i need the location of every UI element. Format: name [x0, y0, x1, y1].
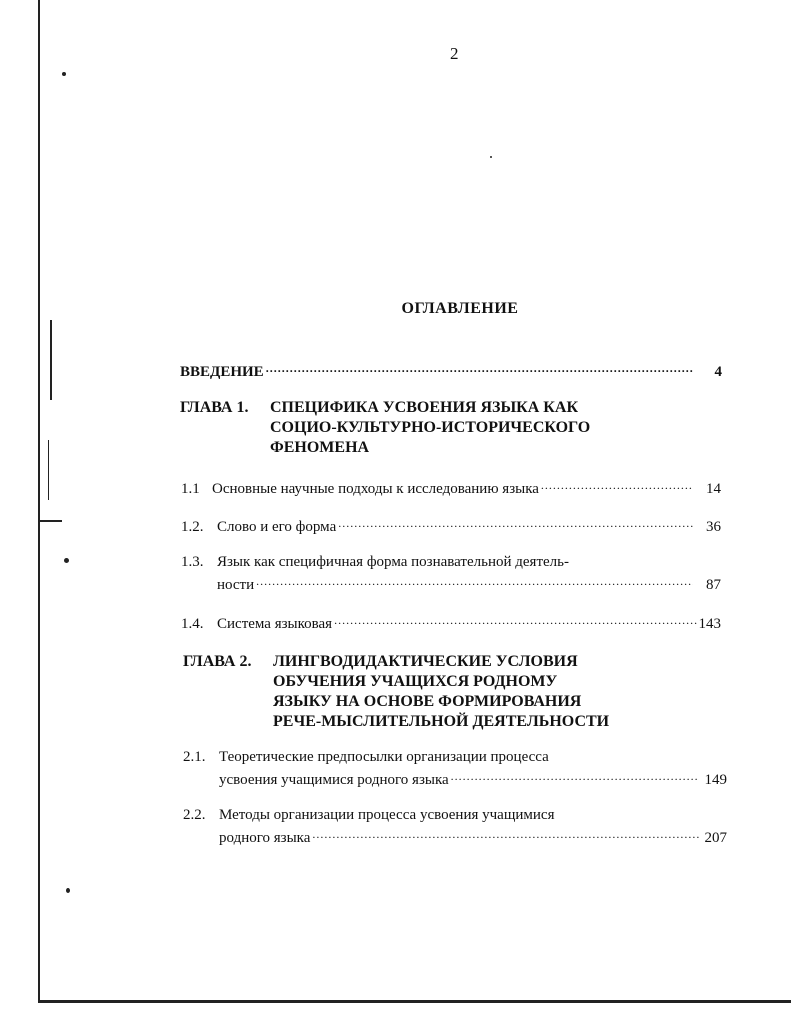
scan-mark — [40, 520, 62, 522]
section-title: Слово и его форма — [217, 518, 337, 535]
chapter-2-title-line: РЕЧЕ-МЫСЛИТЕЛЬНОЙ ДЕЯТЕЛЬНОСТИ — [273, 713, 610, 730]
chapter-2-label: ГЛАВА 2. — [183, 653, 252, 670]
dot-leader — [256, 573, 693, 589]
scan-bottom-edge — [38, 1000, 791, 1003]
section-title-line1: Методы организации процесса усвоения учащимися — [219, 807, 555, 823]
scan-mark — [48, 440, 49, 500]
chapter-1-title-line: СПЕЦИФИКА УСВОЕНИЯ ЯЗЫКА КАК — [270, 399, 579, 416]
dot-leader — [541, 477, 693, 493]
toc-entry-intro — [180, 360, 722, 381]
toc-entry-2-2-line1 — [183, 807, 555, 824]
section-title-line2: усвоения учащимися родного языка — [219, 771, 449, 788]
dot-leader — [451, 768, 699, 784]
intro-page: 4 — [714, 363, 722, 380]
chapter-2-title — [273, 652, 609, 732]
section-title-line1: Теоретические предпосылки организации процесса — [219, 749, 549, 765]
section-page: 14 — [706, 480, 721, 497]
chapter-2-title-line: ЛИНГВОДИДАКТИЧЕСКИЕ УСЛОВИЯ — [273, 653, 578, 670]
section-page: 207 — [704, 829, 727, 846]
chapter-1-label: ГЛАВА 1. — [180, 399, 249, 416]
scan-speck — [66, 888, 70, 893]
page-number: 2 — [450, 44, 459, 63]
dot-leader — [266, 360, 694, 376]
section-title-line1: Язык как специфичная форма познавательной деятель- — [217, 554, 569, 570]
dot-leader — [338, 515, 693, 531]
toc-entry-2-1-line1 — [183, 749, 549, 766]
chapter-1-title — [270, 398, 590, 458]
chapter-2-heading — [183, 652, 609, 732]
chapter-1-title-line: СОЦИО-КУЛЬТУРНО-ИСТОРИЧЕСКОГО — [270, 419, 591, 436]
chapter-1-title-line: ФЕНОМЕНА — [270, 439, 370, 456]
section-number: 2.2. — [183, 807, 206, 823]
chapter-2-title-line: ОБУЧЕНИЯ УЧАЩИХСЯ РОДНОМУ — [273, 673, 558, 690]
intro-label: ВВЕДЕНИЕ — [180, 363, 264, 380]
scan-speck — [62, 72, 66, 76]
section-page: 87 — [706, 576, 721, 593]
section-title-line2: родного языка — [219, 829, 311, 846]
section-number: 1.2. — [181, 518, 204, 535]
section-number: 2.1. — [183, 749, 206, 765]
scan-speck — [64, 558, 69, 563]
section-title-line2: ности — [217, 576, 255, 593]
section-title: Система языковая — [217, 615, 333, 632]
section-number: 1.1 — [181, 480, 200, 497]
toc-entry-2-1-line2 — [219, 768, 727, 789]
section-number: 1.3. — [181, 554, 204, 570]
section-page: 143 — [698, 615, 721, 632]
section-number: 1.4. — [181, 615, 204, 632]
section-page: 149 — [704, 771, 727, 788]
scan-left-edge — [38, 0, 40, 1000]
toc-entry-2-2-line2 — [219, 826, 727, 847]
scan-speck — [490, 156, 492, 158]
dot-leader — [312, 826, 698, 842]
toc-title: ОГЛАВЛЕНИЕ — [401, 300, 519, 317]
toc-entry-1-1 — [181, 477, 721, 498]
section-page: 36 — [706, 518, 721, 535]
chapter-1-heading — [180, 398, 590, 458]
toc-entry-1-3-line1 — [181, 554, 569, 571]
toc-entry-1-4 — [181, 612, 721, 633]
chapter-2-title-line: ЯЗЫКУ НА ОСНОВЕ ФОРМИРОВАНИЯ — [273, 693, 582, 710]
toc-entry-1-3-line2 — [217, 573, 721, 594]
dot-leader — [334, 612, 696, 628]
toc-entry-1-2 — [181, 515, 721, 536]
scan-mark — [50, 320, 52, 400]
section-title: Основные научные подходы к исследованию языка — [212, 480, 539, 497]
